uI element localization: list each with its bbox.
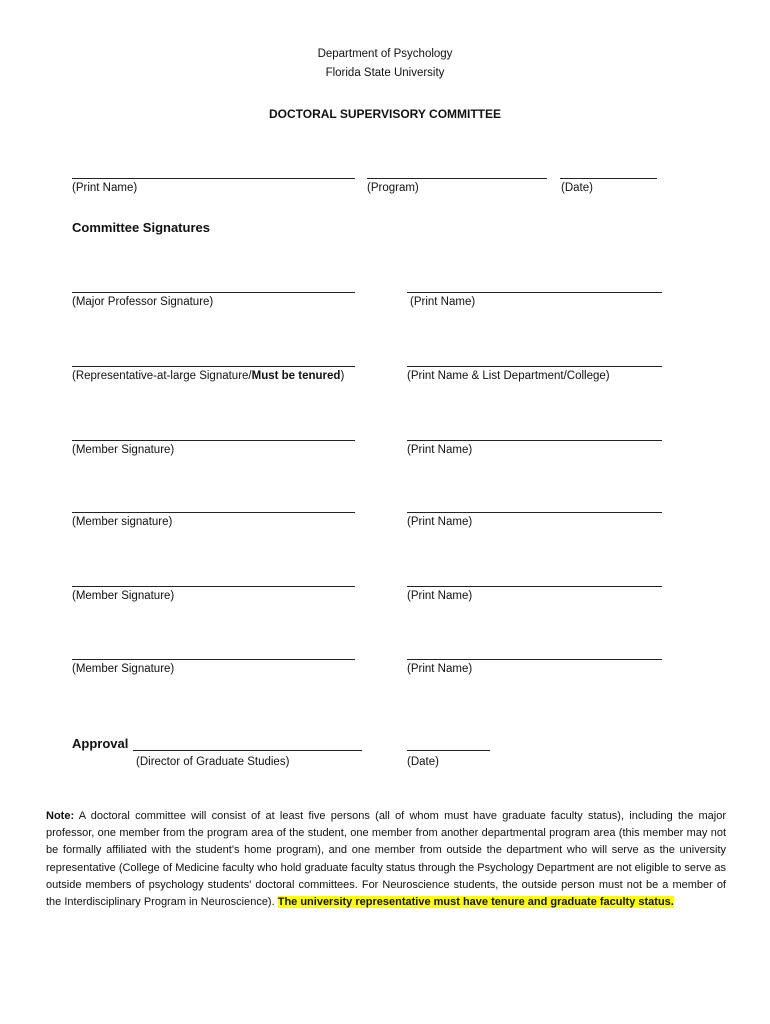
committee-signatures-heading: Committee Signatures (72, 220, 210, 235)
print-name-line[interactable] (407, 586, 662, 587)
note-label: Note: (46, 810, 75, 822)
student-print-name-label: (Print Name) (72, 182, 138, 194)
approval-label: Approval (72, 736, 129, 751)
print-name-label: (Print Name) (407, 590, 473, 602)
print-name-line[interactable] (407, 292, 662, 293)
program-line[interactable] (367, 178, 547, 179)
signature-line[interactable] (72, 440, 355, 441)
form-title: DOCTORAL SUPERVISORY COMMITTEE (268, 107, 502, 121)
note-body: A doctoral committee will consist of at least five persons (all of whom must have graduate faculty status), including the major professor, one member from the program area of the student, one member from another departmental program area (this member may not be formally affiliated with the student's home program), and one member from outside the department who will serve as the university representative (College of Medicine faculty who hold graduate faculty status through the Psychology Department are not eligible to serve as outside members of psychology students' doctoral committees. For Neuroscience students, the outside person must not be a member of the Interdisciplinary Program in Neuroscience). (46, 810, 726, 909)
student-name-line[interactable] (72, 178, 355, 179)
department-name: Department of Psychology (317, 48, 453, 60)
print-name-line[interactable] (407, 366, 662, 367)
print-name-line[interactable] (407, 512, 662, 513)
signature-line[interactable] (72, 512, 355, 513)
print-name-label: (Print Name) (410, 296, 476, 308)
note-highlight: The university representative must have tenure and graduate faculty status. (277, 896, 674, 909)
signature-line[interactable] (72, 659, 355, 660)
signature-label: (Member signature) (72, 516, 173, 528)
program-label: (Program) (367, 182, 419, 194)
print-name-line[interactable] (407, 659, 662, 660)
signature-label: (Member Signature) (72, 663, 175, 675)
signature-line[interactable] (72, 586, 355, 587)
date-label: (Date) (561, 182, 593, 194)
print-name-line[interactable] (407, 440, 662, 441)
print-name-label: (Print Name & List Department/College) (407, 370, 610, 382)
approval-signature-line[interactable] (133, 750, 362, 751)
signature-label: (Major Professor Signature) (72, 296, 214, 308)
approval-date-label: (Date) (407, 756, 439, 768)
approval-date-line[interactable] (407, 750, 490, 751)
signature-line[interactable] (72, 366, 355, 367)
university-name: Florida State University (325, 67, 445, 79)
print-name-label: (Print Name) (407, 444, 473, 456)
print-name-label: (Print Name) (407, 516, 473, 528)
print-name-label: (Print Name) (407, 663, 473, 675)
signature-label: (Member Signature) (72, 444, 175, 456)
director-label: (Director of Graduate Studies) (136, 756, 290, 768)
signature-label: (Member Signature) (72, 590, 175, 602)
signature-label: (Representative-at-large Signature/Must be tenured) (72, 370, 345, 382)
committee-note (46, 808, 726, 911)
date-line[interactable] (560, 178, 657, 179)
signature-line[interactable] (72, 292, 355, 293)
